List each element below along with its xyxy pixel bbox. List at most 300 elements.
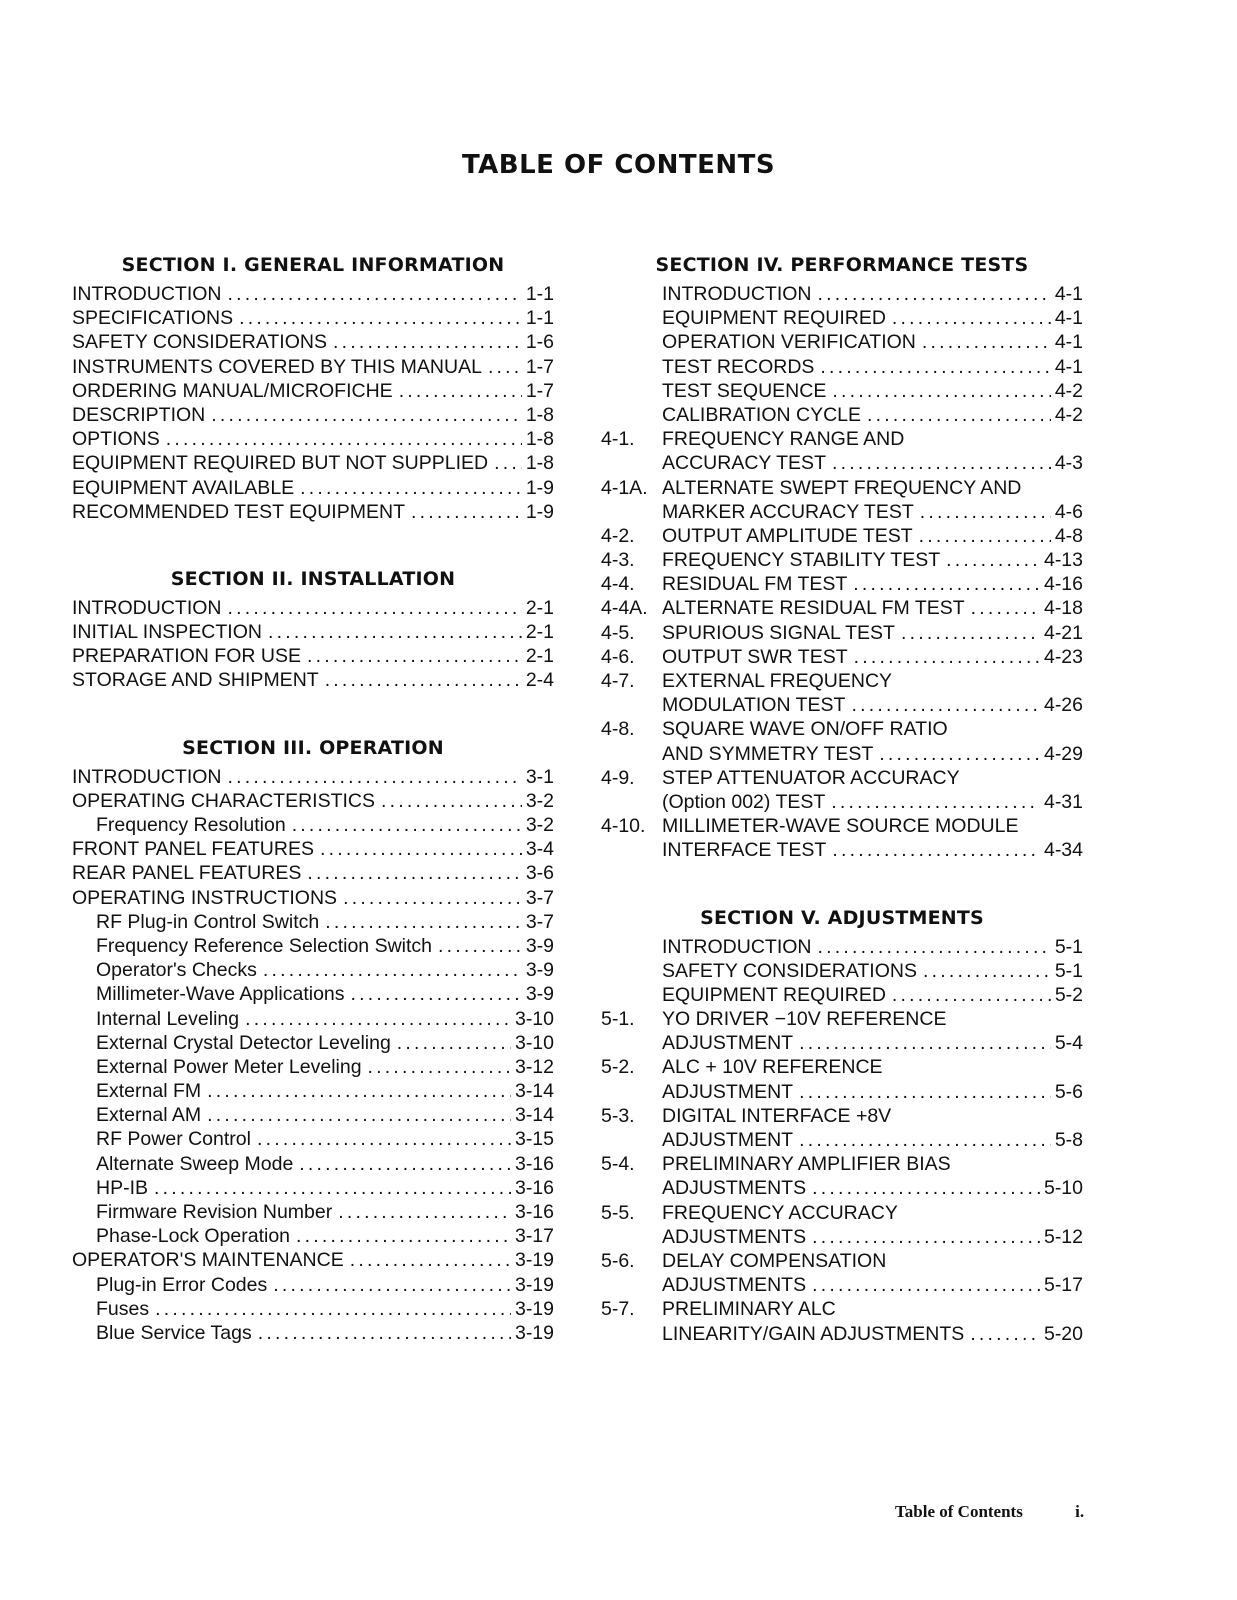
dot-leader [851,693,1040,717]
section-heading: SECTION I. GENERAL INFORMATION [121,254,505,276]
toc-entry[interactable] [601,500,1083,524]
dot-leader [820,355,1050,379]
dot-leader [832,838,1040,862]
toc-entry-page: 4-31 [1043,790,1083,813]
dot-leader [812,1273,1040,1297]
dot-leader [211,403,522,427]
page-footer [895,1502,1084,1522]
toc-entry-page: 3-7 [525,886,554,909]
right-column [601,250,1083,1346]
dot-leader [320,837,522,861]
dot-leader [438,934,522,958]
toc-entry[interactable] [601,403,1083,427]
toc-entry-title: OPERATION VERIFICATION [662,331,916,354]
dot-leader [920,500,1051,524]
toc-entry-page: 4-1 [1054,307,1083,330]
toc-entry[interactable] [601,1249,1083,1273]
toc-entry[interactable] [72,1103,554,1127]
toc-entry-title: ADJUSTMENT [662,1080,794,1103]
toc-entry-title: SQUARE WAVE ON/OFF RATIO [662,718,948,741]
toc-entry[interactable] [72,1297,554,1321]
toc-entry[interactable] [601,959,1083,983]
toc-entry-number: 4-7. [601,670,635,692]
toc-entry[interactable] [72,330,554,354]
toc-entry[interactable] [601,1297,1083,1321]
toc-entry-page: 4-1 [1054,283,1083,305]
dot-leader [207,1079,511,1103]
toc-entry-page: 3-19 [514,1321,554,1344]
toc-entry-title: DESCRIPTION [72,403,206,426]
toc-entry-title: ADJUSTMENTS [662,1225,807,1248]
toc-entry[interactable] [72,1152,554,1176]
toc-entry[interactable] [72,596,554,620]
toc-entry-title: ALC + 10V REFERENCE [662,1056,883,1079]
toc-entry[interactable] [601,693,1083,717]
toc-entry[interactable] [601,476,1083,500]
toc-entry-page: 1-6 [525,331,554,354]
toc-entry[interactable] [601,1152,1083,1176]
toc-entry-title: STORAGE AND SHIPMENT [72,669,319,692]
dot-leader [207,1103,511,1127]
dot-leader [399,379,522,403]
toc-entry-title: Millimeter-Wave Applications [96,983,345,1006]
section-gap [601,863,1083,903]
dot-leader [263,958,522,982]
toc-entry[interactable] [601,1031,1083,1055]
toc-entry-number: 5-4. [601,1153,635,1176]
toc-entry-list [72,765,554,1346]
toc-entry[interactable] [601,596,1083,620]
toc-entry-title: FREQUENCY RANGE AND [662,428,905,451]
toc-entry-page: 2-1 [525,596,554,619]
dot-leader [892,306,1051,330]
toc-entry-title: External Crystal Detector Leveling [96,1031,391,1054]
toc-entry-page: 3-1 [525,765,554,788]
toc-entry-title: PRELIMINARY ALC [662,1298,836,1321]
toc-section [72,733,554,1346]
dot-leader [488,355,522,379]
toc-entry-title: Firmware Revision Number [96,1201,333,1223]
toc-entry[interactable] [601,717,1083,741]
dot-leader [922,330,1051,354]
dot-leader [273,1273,511,1297]
toc-entry-title: ADJUSTMENT [662,1129,794,1151]
toc-entry[interactable] [601,548,1083,572]
toc-entry-title: INTRODUCTION [662,935,812,958]
toc-entry-title: External Power Meter Leveling [96,1055,362,1078]
toc-entry-page: 3-9 [525,959,554,982]
toc-entry-title: ADJUSTMENT [662,1032,794,1055]
toc-entry-title: INTRODUCTION [662,283,812,305]
toc-entry-title: INSTRUMENTS COVERED BY THIS MANUAL [72,355,482,378]
dot-leader [799,1080,1051,1104]
section-heading: SECTION V. ADJUSTMENTS [700,906,984,929]
dot-leader [867,403,1051,427]
section-heading: SECTION II. INSTALLATION [170,567,456,590]
toc-entry[interactable] [72,500,554,524]
toc-entry-page: 4-8 [1054,524,1083,547]
toc-entry-title: RF Plug-in Control Switch [96,910,320,933]
dot-leader [946,548,1040,572]
dot-leader [154,1176,511,1200]
toc-entry-title: SPECIFICATIONS [72,307,234,330]
toc-entry-page: 3-16 [514,1152,554,1175]
toc-entry-page: 3-2 [525,789,554,812]
toc-entry-page: 4-18 [1043,597,1083,620]
toc-entry[interactable] [601,838,1083,862]
toc-entry[interactable] [72,1055,554,1079]
toc-section [72,250,554,524]
toc-entry-title: INTRODUCTION [72,596,222,619]
dot-leader [853,572,1040,596]
toc-entry-list [601,935,1083,1346]
toc-entry-title: ALTERNATE SWEPT FREQUENCY AND [662,476,1022,499]
toc-entry-title: Blue Service Tags [96,1321,252,1344]
toc-entry[interactable] [601,766,1083,790]
toc-entry-title: RECOMMENDED TEST EQUIPMENT [72,500,405,523]
toc-entry-title: AND SYMMETRY TEST [662,742,874,765]
toc-entry-page: 3-14 [514,1104,554,1127]
dot-leader [919,524,1051,548]
toc-entry-title: SPURIOUS SIGNAL TEST [662,621,895,644]
toc-entry[interactable] [601,790,1083,814]
toc-entry[interactable] [601,1128,1083,1152]
toc-entry-number: 4-5. [601,621,635,644]
toc-entry-number: 5-7. [601,1298,635,1321]
toc-section [72,564,554,693]
toc-entry[interactable] [72,886,554,910]
toc-entry-page: 4-29 [1043,742,1083,765]
toc-entry-page: 5-1 [1054,935,1083,958]
toc-entry[interactable] [601,355,1083,379]
toc-entry-page: 3-19 [514,1249,554,1272]
toc-entry-title: TEST RECORDS [662,355,815,378]
toc-entry-number: 5-6. [601,1249,635,1272]
toc-entry[interactable] [72,813,554,837]
toc-entry-title: MILLIMETER-WAVE SOURCE MODULE [662,815,1019,838]
section-heading: SECTION III. OPERATION [182,736,444,759]
toc-entry[interactable] [601,1080,1083,1104]
footer-page-number: i. [1075,1502,1085,1521]
dot-leader [292,813,522,837]
toc-entry-page: 3-12 [514,1055,554,1078]
toc-entry-number: 4-3. [601,549,635,572]
dot-leader [299,1152,511,1176]
toc-entry-page: 1-1 [525,307,554,330]
dot-leader [812,1225,1040,1249]
toc-entry[interactable] [72,1248,554,1272]
toc-entry-title: REAR PANEL FEATURES [72,862,302,885]
toc-entry[interactable] [72,765,554,789]
toc-entry[interactable] [72,355,554,379]
toc-entry-page: 4-13 [1043,549,1083,572]
dot-leader [923,959,1051,983]
dot-leader [350,1248,511,1272]
toc-entry-number: 4-4A. [601,597,648,620]
toc-entry-page: 1-8 [525,403,554,426]
toc-entry[interactable] [601,669,1083,693]
toc-entry[interactable] [601,621,1083,645]
toc-entry-title: HP-IB [96,1176,149,1199]
toc-entry-page: 5-1 [1054,959,1083,982]
toc-entry-title: OPTIONS [72,428,160,451]
toc-entry-title: OPERATING INSTRUCTIONS [72,886,338,909]
toc-entry-title: PRELIMINARY AMPLIFIER BIAS [662,1153,951,1176]
toc-entry[interactable] [72,1031,554,1055]
toc-entry[interactable] [72,403,554,427]
toc-entry-page: 5-6 [1054,1080,1083,1103]
toc-entry-list [601,282,1083,863]
toc-entry[interactable] [72,1176,554,1200]
toc-entry[interactable] [601,935,1083,959]
toc-entry-page: 3-4 [525,838,554,861]
toc-entry[interactable] [72,379,554,403]
toc-entry[interactable] [72,282,554,306]
toc-entry[interactable] [72,1007,554,1031]
toc-entry[interactable] [601,282,1083,306]
toc-entry-number: 4-1. [601,428,635,451]
toc-entry-page: 5-17 [1043,1274,1083,1297]
toc-entry-title: ADJUSTMENTS [662,1274,807,1297]
toc-entry-title: OPERATING CHARACTERISTICS [72,789,376,812]
toc-entry-title: SAFETY CONSIDERATIONS [72,331,327,354]
toc-entry-page: 4-3 [1054,452,1083,475]
dot-leader [338,1200,511,1224]
toc-entry[interactable] [72,1273,554,1297]
toc-entry-number: 4-4. [601,573,635,596]
toc-entry-number: 5-3. [601,1104,635,1127]
section-gap [72,524,554,564]
toc-entry-number: 4-8. [601,718,635,741]
toc-entry-title: Alternate Sweep Mode [96,1152,294,1175]
toc-entry[interactable] [601,1273,1083,1297]
dot-leader [831,790,1040,814]
toc-entry-title: OPERATOR'S MAINTENANCE [72,1249,344,1272]
toc-entry-page: 2-4 [525,669,554,692]
toc-entry[interactable] [601,524,1083,548]
toc-entry-page: 3-9 [525,934,554,957]
toc-entry[interactable] [601,572,1083,596]
dot-leader [333,330,522,354]
toc-entry[interactable] [601,451,1083,475]
toc-entry-page: 4-6 [1054,500,1083,523]
toc-entry-page: 3-17 [514,1225,554,1248]
toc-entry-page: 3-10 [514,1007,554,1030]
dot-leader [970,1322,1040,1346]
dot-leader [307,861,521,885]
toc-entry[interactable] [601,379,1083,403]
toc-entry-page: 4-26 [1043,694,1083,717]
dot-leader [300,476,522,500]
toc-entry[interactable] [601,1055,1083,1079]
toc-entry-title: DELAY COMPENSATION [662,1249,887,1272]
toc-entry-title: FREQUENCY STABILITY TEST [662,549,941,572]
toc-entry-number: 4-1A. [601,476,648,499]
dot-leader [239,306,522,330]
toc-entry-list [72,596,554,693]
toc-entry[interactable] [601,983,1083,1007]
dot-leader [228,282,522,306]
dot-leader [257,1127,511,1151]
toc-entry-page: 4-1 [1054,355,1083,378]
toc-entry[interactable] [601,1007,1083,1031]
dot-leader [892,983,1051,1007]
toc-entry[interactable] [72,427,554,451]
toc-entry-title: ADJUSTMENTS [662,1177,807,1200]
dot-leader [325,910,522,934]
dot-leader [901,621,1040,645]
toc-entry-page: 3-14 [514,1080,554,1103]
toc-entry-title: Frequency Reference Selection Switch [96,934,433,957]
toc-entry-page: 1-1 [525,283,554,305]
toc-entry[interactable] [601,742,1083,766]
toc-entry[interactable] [72,668,554,692]
toc-entry-title: EQUIPMENT AVAILABLE [72,476,295,499]
dot-leader [854,645,1040,669]
toc-entry[interactable] [72,476,554,500]
toc-entry-title: OUTPUT AMPLITUDE TEST [662,524,913,547]
toc-entry[interactable] [601,306,1083,330]
toc-entry[interactable] [72,1224,554,1248]
toc-entry-title: MODULATION TEST [662,694,846,717]
dot-leader [971,596,1040,620]
toc-entry[interactable] [601,1225,1083,1249]
dot-leader [818,935,1051,959]
dot-leader [832,379,1050,403]
page-title: TABLE OF CONTENTS [461,150,776,180]
toc-entry-page: 5-10 [1043,1177,1083,1200]
toc-entry[interactable] [601,427,1083,451]
toc-entry[interactable] [72,837,554,861]
toc-entry-title: YO DRIVER −10V REFERENCE [662,1008,947,1031]
dot-leader [411,500,522,524]
toc-entry-page: 4-2 [1054,403,1083,426]
toc-entry-title: RF Power Control [96,1128,251,1151]
toc-entry-page: 1-9 [525,500,554,523]
toc-entry-page: 5-2 [1054,983,1083,1006]
toc-entry[interactable] [601,1322,1083,1346]
toc-entry-title: RESIDUAL FM TEST [662,573,848,596]
toc-entry-title: FRONT PANEL FEATURES [72,838,314,861]
toc-entry-page: 4-23 [1043,645,1083,668]
dot-leader [494,451,522,475]
toc-entry[interactable] [72,306,554,330]
toc-entry-title: INTERFACE TEST [662,839,827,862]
toc-entry[interactable] [72,1321,554,1345]
toc-section [601,250,1083,863]
toc-entry-page: 3-19 [514,1273,554,1296]
toc-entry-title: CALIBRATION CYCLE [662,403,862,426]
toc-entry-title: INTRODUCTION [72,765,222,788]
toc-entry[interactable] [72,451,554,475]
toc-entry-number: 4-2. [601,524,635,547]
dot-leader [381,789,522,813]
toc-entry-title: (Option 002) TEST [662,790,826,813]
dot-leader [343,886,522,910]
toc-entry[interactable] [601,1201,1083,1225]
dot-leader [799,1031,1051,1055]
dot-leader [832,451,1051,475]
toc-entry-title: LINEARITY/GAIN ADJUSTMENTS [662,1322,965,1345]
dot-leader [879,742,1040,766]
dot-leader [818,282,1051,306]
toc-entry-title: EQUIPMENT REQUIRED [662,307,886,330]
dot-leader [258,1321,511,1345]
toc-entry-number: 4-10. [601,815,646,838]
toc-entry-page: 3-6 [525,862,554,885]
toc-entry-number: 4-9. [601,766,635,789]
toc-entry[interactable] [601,1176,1083,1200]
toc-entry-page: 4-34 [1043,839,1083,862]
dot-leader [351,982,522,1006]
toc-entry[interactable] [601,645,1083,669]
toc-entry-page: 4-21 [1043,621,1083,644]
toc-entry-title: MARKER ACCURACY TEST [662,500,914,523]
toc-entry-title: INITIAL INSPECTION [72,621,262,644]
toc-entry-title: STEP ATTENUATOR ACCURACY [662,766,960,789]
toc-entry-title: Operator's Checks [96,959,257,982]
toc-entry-title: EXTERNAL FREQUENCY [662,670,893,692]
toc-entry-page: 2-1 [525,645,554,668]
toc-entry-page: 3-2 [525,814,554,836]
dot-leader [307,644,522,668]
toc-entry-title: OUTPUT SWR TEST [662,645,848,668]
dot-leader [155,1297,511,1321]
toc-entry[interactable] [72,620,554,644]
toc-entry[interactable] [72,1079,554,1103]
toc-entry-title: Frequency Resolution [96,814,286,836]
toc-entry[interactable] [72,1127,554,1151]
toc-entry[interactable] [601,1104,1083,1128]
toc-entry-page: 2-1 [525,621,554,644]
dot-leader [325,668,522,692]
toc-entry[interactable] [72,982,554,1006]
toc-entry[interactable] [601,330,1083,354]
toc-entry-title: Plug-in Error Codes [96,1273,268,1296]
toc-entry-page: 3-7 [525,910,554,933]
toc-entry[interactable] [601,814,1083,838]
dot-leader [166,427,522,451]
toc-entry[interactable] [72,1200,554,1224]
toc-entry-title: ACCURACY TEST [662,452,826,475]
toc-entry-page: 4-1 [1054,331,1083,354]
toc-entry-title: EQUIPMENT REQUIRED BUT NOT SUPPLIED [72,452,489,475]
dot-leader [397,1031,511,1055]
toc-entry-number: 5-1. [601,1008,635,1031]
toc-entry-title: External AM [96,1104,202,1127]
toc-entry[interactable] [72,910,554,934]
dot-leader [245,1007,511,1031]
toc-entry-page: 3-15 [514,1128,554,1151]
toc-entry-page: 1-8 [525,452,554,475]
toc-entry-title: External FM [96,1080,202,1103]
toc-entry-title: Phase-Lock Operation [96,1225,291,1248]
toc-entry-page: 3-16 [514,1176,554,1199]
toc-entry[interactable] [72,789,554,813]
toc-entry-page: 3-16 [514,1201,554,1223]
toc-entry[interactable] [72,958,554,982]
section-gap [72,693,554,733]
dot-leader [228,765,522,789]
dot-leader [812,1176,1040,1200]
toc-entry-title: FREQUENCY ACCURACY [662,1201,898,1224]
toc-entry[interactable] [72,861,554,885]
toc-entry[interactable] [72,644,554,668]
toc-entry[interactable] [72,934,554,958]
toc-entry-page: 3-9 [525,983,554,1006]
toc-entry-page: 1-7 [525,355,554,378]
toc-entry-title: DIGITAL INTERFACE +8V [662,1104,892,1127]
